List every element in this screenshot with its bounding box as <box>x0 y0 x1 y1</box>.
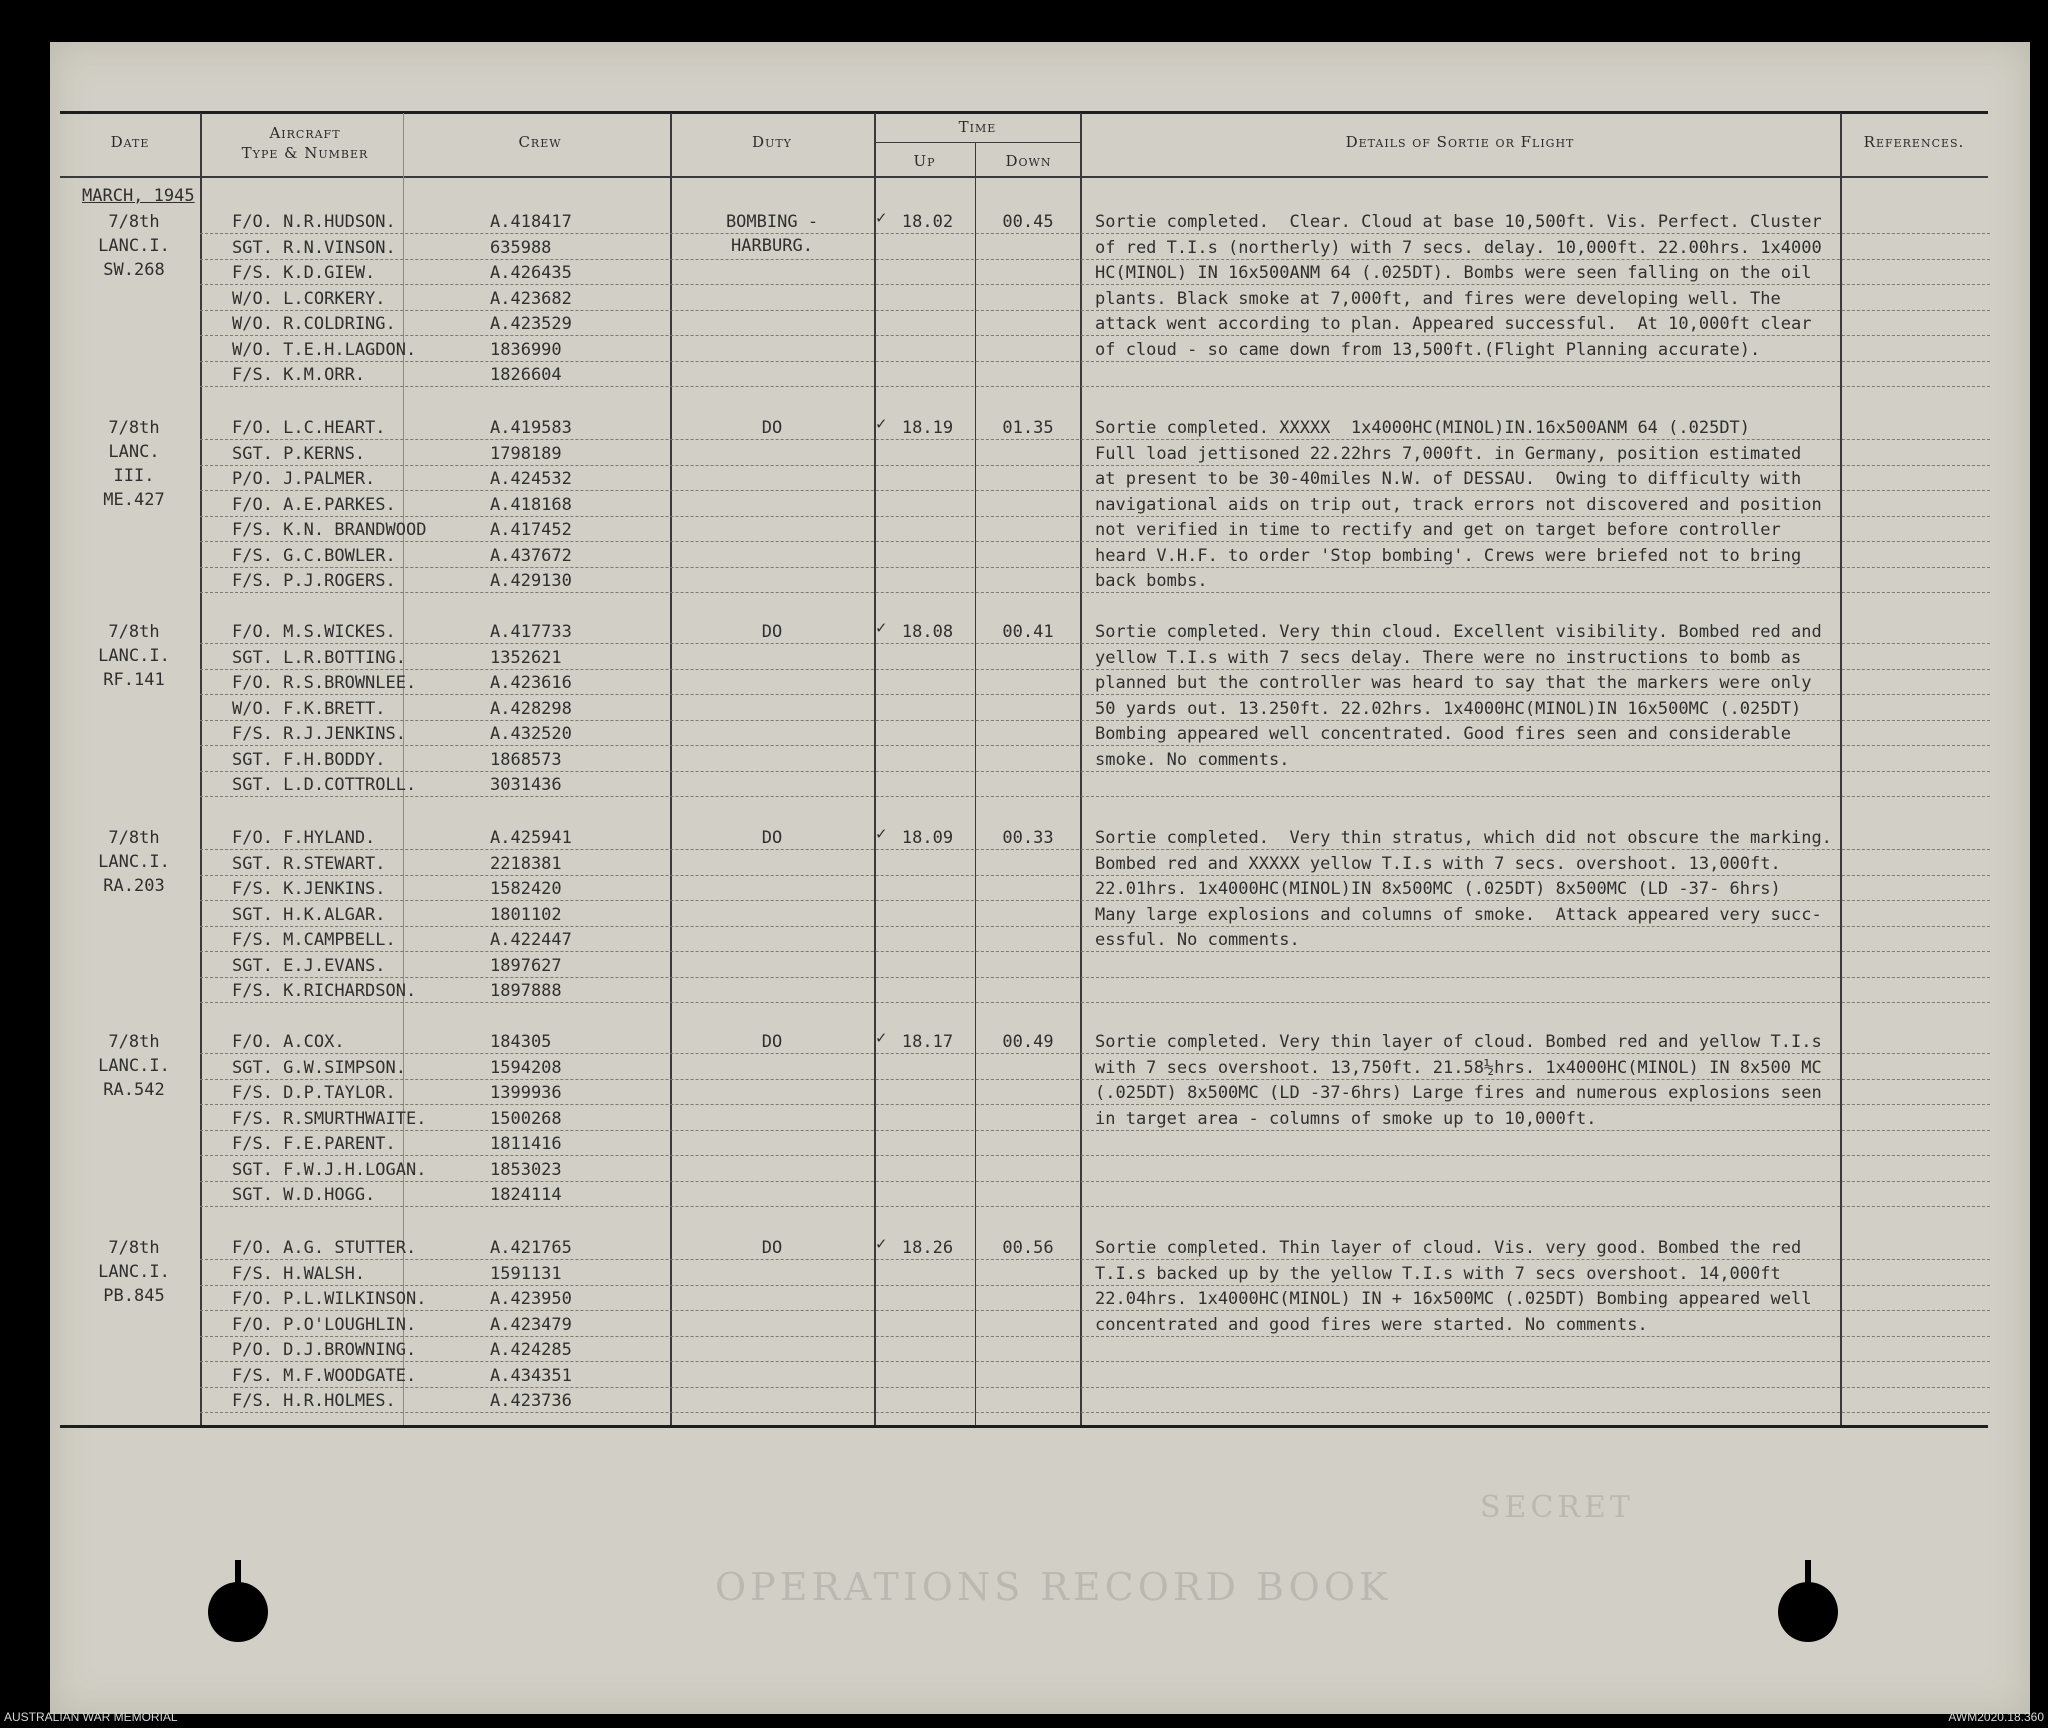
time-up: 18.09 <box>901 828 954 848</box>
ruled-line <box>200 926 1990 927</box>
crew-member-number: A.423479 <box>490 1314 572 1335</box>
ruled-line <box>200 233 1990 234</box>
crew-member-number: 184305 <box>490 1032 552 1052</box>
entry-aircraft: LANC.I. <box>98 646 170 666</box>
crew-member-number: 1853023 <box>490 1159 562 1180</box>
sortie-details-line: Sortie completed. Very thin stratus, which did not obscure the marking. <box>1095 828 1832 848</box>
crew-member-name: F/O. M.S.WICKES. <box>232 622 396 642</box>
sortie-details-line: in target area - columns of smoke up to 10,000ft. <box>1095 1108 1597 1129</box>
crew-member-name: W/O. R.COLDRING. <box>232 314 396 334</box>
time-down: 00.49 <box>1002 1032 1054 1052</box>
sortie-details-line: 22.04hrs. 1x4000HC(MINOL) IN + 16x500MC (.025DT) Bombing appeared well <box>1095 1289 1812 1309</box>
crew-member-name: SGT. H.K.ALGAR. <box>232 904 386 925</box>
entry-duty: DO <box>761 622 783 642</box>
crew-member-number: 1824114 <box>490 1185 562 1205</box>
crew-member-number: 1352621 <box>490 647 562 668</box>
crew-member-number: A.437672 <box>490 545 572 566</box>
crew-member-name: SGT. G.W.SIMPSON. <box>232 1057 406 1078</box>
header-aircraft-line1: Aircraft <box>269 124 341 142</box>
crew-member-name: SGT. E.J.EVANS. <box>232 955 386 976</box>
crew-member-name: SGT. W.D.HOGG. <box>232 1185 376 1205</box>
header-references: References. <box>1863 133 1965 151</box>
ruled-line <box>200 490 1990 491</box>
crew-member-name: F/S. K.RICHARDSON. <box>232 981 417 1001</box>
ruled-line <box>200 465 1990 466</box>
header-rule <box>60 176 1988 178</box>
entry-date: 7/8th <box>108 1032 160 1052</box>
ruled-line <box>200 1104 1990 1105</box>
header-time-up: Up <box>913 152 936 170</box>
entry-aircraft: RA.203 <box>103 876 165 896</box>
sortie-details-line: Sortie completed. XXXXX 1x4000HC(MINOL)IN.16x500ANM 64 (.025DT) <box>1095 418 1751 438</box>
ruled-line <box>200 849 1990 850</box>
sortie-details-line: planned but the controller was heard to say that the markers were only <box>1095 673 1812 693</box>
time-up: 18.26 <box>901 1238 954 1258</box>
crew-member-number: 3031436 <box>490 775 562 795</box>
sortie-details-line: 50 yards out. 13.250ft. 22.02hrs. 1x4000HC(MINOL)IN 16x500MC (.025DT) <box>1095 698 1802 719</box>
crew-member-number: A.423950 <box>490 1289 572 1309</box>
ruled-line <box>200 875 1990 876</box>
time-split-rule <box>874 142 1081 143</box>
crew-member-name: F/O. N.R.HUDSON. <box>232 212 396 232</box>
crew-member-number: 635988 <box>490 237 552 258</box>
entry-aircraft: LANC. <box>108 442 160 462</box>
crew-member-number: 1500268 <box>490 1108 562 1129</box>
footer-reference: AWM2020.18.360 <box>1948 1710 2044 1724</box>
crew-member-number: A.425941 <box>490 828 572 848</box>
time-up: 18.19 <box>901 418 954 438</box>
sortie-details-line: not verified in time to rectify and get on target before controller <box>1095 520 1781 540</box>
crew-member-name: F/S. K.M.ORR. <box>232 365 366 385</box>
sortie-details-line: attack went according to plan. Appeared successful. At 10,000ft clear <box>1095 314 1812 334</box>
ruled-line <box>200 1259 1990 1260</box>
crew-member-number: A.419583 <box>490 418 572 438</box>
time-down: 00.33 <box>1002 828 1054 848</box>
crew-member-name: F/S. K.JENKINS. <box>232 879 386 899</box>
crew-member-number: A.422447 <box>490 930 572 950</box>
sortie-details-line: Sortie completed. Clear. Cloud at base 10,500ft. Vis. Perfect. Cluster <box>1095 212 1822 232</box>
checkmark-icon: ✓ <box>876 414 887 434</box>
crew-member-number: 1868573 <box>490 749 562 770</box>
sortie-details-line: Full load jettisoned 22.22hrs 7,000ft. in Germany, position estimated <box>1095 443 1802 464</box>
time-down: 00.56 <box>1002 1238 1054 1258</box>
entry-aircraft: RF.141 <box>103 670 165 690</box>
crew-member-name: SGT. R.STEWART. <box>232 853 386 874</box>
ruled-line <box>200 284 1990 285</box>
crew-member-name: F/S. K.N. BRANDWOOD <box>232 520 427 540</box>
header-duty: Duty <box>752 133 792 151</box>
sortie-details-line: plants. Black smoke at 7,000ft, and fires were developing well. The <box>1095 288 1781 309</box>
crew-member-name: W/O. T.E.H.LAGDON. <box>232 339 417 360</box>
sortie-details-line: yellow T.I.s with 7 secs delay. There were no instructions to bomb as <box>1095 647 1802 668</box>
crew-member-number: A.423736 <box>490 1391 572 1411</box>
sortie-details-line: Sortie completed. Very thin cloud. Excellent visibility. Bombed red and <box>1095 622 1822 642</box>
ruled-line <box>200 1053 1990 1054</box>
sortie-details-line: heard V.H.F. to order 'Stop bombing'. Crews were briefed not to bring <box>1095 545 1802 566</box>
crew-member-number: 1801102 <box>490 904 562 925</box>
crew-member-number: A.434351 <box>490 1365 572 1386</box>
crew-member-number: 1897627 <box>490 955 562 976</box>
crew-member-number: 1594208 <box>490 1057 562 1078</box>
crew-member-name: F/O. A.COX. <box>232 1032 345 1052</box>
ruled-line <box>200 1285 1990 1286</box>
crew-member-name: P/O. J.PALMER. <box>232 469 376 489</box>
entry-aircraft: LANC.I. <box>98 852 170 872</box>
ruled-line <box>200 951 1990 952</box>
binder-hole-right <box>1778 1582 1838 1642</box>
crew-member-name: F/S. H.R.HOLMES. <box>232 1391 396 1411</box>
header-time-down: Down <box>1005 152 1052 170</box>
crew-member-name: P/O. D.J.BROWNING. <box>232 1340 417 1360</box>
entry-date: 7/8th <box>108 828 160 848</box>
checkmark-icon: ✓ <box>876 1234 887 1254</box>
crew-member-name: F/S. K.D.GIEW. <box>232 263 376 283</box>
sortie-details-line: Sortie completed. Very thin layer of cloud. Bombed red and yellow T.I.s <box>1095 1032 1822 1052</box>
crew-member-number: 1836990 <box>490 339 562 360</box>
ruled-line <box>200 1130 1990 1131</box>
crew-member-number: 1399936 <box>490 1083 562 1103</box>
time-up: 18.08 <box>901 622 954 642</box>
footer-source: AUSTRALIAN WAR MEMORIAL <box>4 1710 178 1724</box>
checkmark-icon: ✓ <box>876 618 887 638</box>
crew-member-name: SGT. R.N.VINSON. <box>232 237 396 258</box>
entry-aircraft: RA.542 <box>103 1080 165 1100</box>
crew-member-number: A.423616 <box>490 673 572 693</box>
crew-member-number: 2218381 <box>490 853 562 874</box>
binder-hole-left <box>208 1582 268 1642</box>
header-date: Date <box>110 133 150 151</box>
sortie-details-line: Bombed red and XXXXX yellow T.I.s with 7 secs. overshoot. 13,000ft. <box>1095 853 1781 874</box>
crew-member-name: SGT. F.H.BODDY. <box>232 749 386 770</box>
ruled-line <box>200 567 1990 568</box>
ruled-line <box>200 977 1990 978</box>
crew-member-number: 1582420 <box>490 879 562 899</box>
crew-member-number: A.423529 <box>490 314 572 334</box>
crew-member-name: F/O. P.L.WILKINSON. <box>232 1289 427 1309</box>
sortie-details-line: concentrated and good fires were started. No comments. <box>1095 1314 1648 1335</box>
crew-member-number: 1826604 <box>490 365 562 385</box>
time-up: 18.17 <box>901 1032 954 1052</box>
sortie-details-line: Sortie completed. Thin layer of cloud. Vis. very good. Bombed the red <box>1095 1238 1802 1258</box>
sortie-details-line: navigational aids on trip out, track errors not discovered and position <box>1095 494 1822 515</box>
crew-member-number: 1591131 <box>490 1263 562 1284</box>
entry-aircraft: SW.268 <box>103 260 165 280</box>
entry-aircraft: PB.845 <box>103 1286 165 1306</box>
sortie-details-line: with 7 secs overshoot. 13,750ft. 21.58½hrs. 1x4000HC(MINOL) IN 8x500 MC <box>1095 1057 1822 1078</box>
crew-member-name: W/O. F.K.BRETT. <box>232 698 386 719</box>
crew-member-number: A.424532 <box>490 469 572 489</box>
ruled-line <box>200 694 1990 695</box>
ruled-line <box>200 1002 1990 1003</box>
entry-aircraft: III. <box>113 466 155 486</box>
table-top-rule <box>60 111 1988 114</box>
entry-aircraft: LANC.I. <box>98 236 170 256</box>
crew-member-name: F/S. R.SMURTHWAITE. <box>232 1108 427 1129</box>
faded-title: OPERATIONS RECORD BOOK <box>715 1565 1392 1609</box>
crew-member-number: A.432520 <box>490 724 572 744</box>
header-time: Time <box>958 118 997 136</box>
entry-duty: DO <box>761 1238 783 1258</box>
crew-member-name: F/S. G.C.BOWLER. <box>232 545 396 566</box>
crew-member-number: 1811416 <box>490 1134 562 1154</box>
entry-duty: DO <box>761 1032 783 1052</box>
sortie-details-line: smoke. No comments. <box>1095 749 1290 770</box>
header-aircraft-line2: Type & Number <box>241 144 369 162</box>
ruled-line <box>200 1155 1990 1156</box>
sortie-details-line: essful. No comments. <box>1095 930 1300 950</box>
sortie-details-line: back bombs. <box>1095 571 1208 591</box>
entry-date: 7/8th <box>108 622 160 642</box>
crew-member-number: A.418417 <box>490 212 572 232</box>
crew-member-number: A.428298 <box>490 698 572 719</box>
ruled-line <box>200 796 1990 797</box>
ruled-line <box>200 541 1990 542</box>
crew-member-number: A.421765 <box>490 1238 572 1258</box>
crew-member-number: A.417733 <box>490 622 572 642</box>
ruled-line <box>200 516 1990 517</box>
crew-member-name: F/S. P.J.ROGERS. <box>232 571 396 591</box>
month-heading: MARCH, 1945 <box>82 186 195 206</box>
crew-member-number: A.426435 <box>490 263 572 283</box>
sortie-details-line: (.025DT) 8x500MC (LD -37-6hrs) Large fires and numerous explosions seen <box>1095 1083 1822 1103</box>
ruled-line <box>200 335 1990 336</box>
crew-member-name: F/O. A.G. STUTTER. <box>232 1238 417 1258</box>
entry-duty: BOMBING - <box>725 212 819 232</box>
sortie-details-line: of red T.I.s (northerly) with 7 secs. delay. 10,000ft. 22.00hrs. 1x4000 <box>1095 237 1822 258</box>
checkmark-icon: ✓ <box>876 208 887 228</box>
ruled-line <box>200 1310 1990 1311</box>
crew-member-name: F/S. D.P.TAYLOR. <box>232 1083 396 1103</box>
crew-member-number: A.429130 <box>490 571 572 591</box>
table-bottom-rule <box>60 1425 1988 1428</box>
entry-date: 7/8th <box>108 212 160 232</box>
time-down: 00.41 <box>1002 622 1054 642</box>
crew-member-name: F/O. R.S.BROWNLEE. <box>232 673 417 693</box>
ruled-line <box>200 1181 1990 1182</box>
ruled-line <box>200 361 1990 362</box>
crew-member-name: F/S. M.CAMPBELL. <box>232 930 396 950</box>
ruled-line <box>200 310 1990 311</box>
ruled-line <box>200 259 1990 260</box>
crew-member-name: F/O. F.HYLAND. <box>232 828 376 848</box>
crew-member-name: W/O. L.CORKERY. <box>232 288 386 309</box>
time-down: 01.35 <box>1002 418 1054 438</box>
crew-member-number: 1798189 <box>490 443 562 464</box>
sortie-details-line: HC(MINOL) IN 16x500ANM 64 (.025DT). Bombs were seen falling on the oil <box>1095 263 1812 283</box>
ruled-line <box>200 1412 1990 1413</box>
entry-duty: HARBURG. <box>731 236 813 256</box>
time-down: 00.45 <box>1002 212 1054 232</box>
checkmark-icon: ✓ <box>876 824 887 844</box>
sortie-details-line: at present to be 30-40miles N.W. of DESSAU. Owing to difficulty with <box>1095 469 1802 489</box>
ruled-line <box>200 1206 1990 1207</box>
sortie-details-line: Bombing appeared well concentrated. Good fires seen and considerable <box>1095 724 1791 744</box>
faded-stamp: SECRET <box>1480 1490 1634 1525</box>
crew-member-name: F/S. F.E.PARENT. <box>232 1134 396 1154</box>
crew-member-name: F/S. R.J.JENKINS. <box>232 724 406 744</box>
sortie-details-line: of cloud - so came down from 13,500ft.(Flight Planning accurate). <box>1095 339 1761 360</box>
sortie-details-line: 22.01hrs. 1x4000HC(MINOL)IN 8x500MC (.025DT) 8x500MC (LD -37- 6hrs) <box>1095 879 1781 899</box>
header-details: Details of Sortie or Flight <box>1345 133 1575 151</box>
ruled-line <box>200 439 1990 440</box>
crew-member-name: SGT. P.KERNS. <box>232 443 366 464</box>
ruled-line <box>200 386 1990 387</box>
ruled-line <box>200 720 1990 721</box>
ruled-line <box>200 900 1990 901</box>
checkmark-icon: ✓ <box>876 1028 887 1048</box>
ruled-line <box>200 1336 1990 1337</box>
crew-member-number: A.418168 <box>490 494 572 515</box>
ruled-line <box>200 669 1990 670</box>
sortie-details-line: Many large explosions and columns of smoke. Attack appeared very succ- <box>1095 904 1822 925</box>
crew-member-number: A.424285 <box>490 1340 572 1360</box>
crew-member-name: F/S. H.WALSH. <box>232 1263 366 1284</box>
crew-member-name: SGT. L.D.COTTROLL. <box>232 775 417 795</box>
ruled-line <box>200 592 1990 593</box>
time-up: 18.02 <box>901 212 954 232</box>
crew-member-name: SGT. F.W.J.H.LOGAN. <box>232 1159 427 1180</box>
ruled-line <box>200 771 1990 772</box>
entry-duty: DO <box>761 418 783 438</box>
ruled-line <box>200 643 1990 644</box>
crew-member-name: F/O. A.E.PARKES. <box>232 494 396 515</box>
header-crew: Crew <box>518 133 562 151</box>
entry-date: 7/8th <box>108 1238 160 1258</box>
sortie-details-line: T.I.s backed up by the yellow T.I.s with 7 secs overshoot. 14,000ft <box>1095 1263 1781 1284</box>
ruled-line <box>200 1079 1990 1080</box>
crew-member-number: 1897888 <box>490 981 562 1001</box>
entry-aircraft: ME.427 <box>103 490 165 510</box>
ruled-line <box>200 745 1990 746</box>
crew-member-name: F/S. M.F.WOODGATE. <box>232 1365 417 1386</box>
entry-aircraft: LANC.I. <box>98 1056 170 1076</box>
crew-member-number: A.417452 <box>490 520 572 540</box>
ruled-line <box>200 1387 1990 1388</box>
crew-member-number: A.423682 <box>490 288 572 309</box>
crew-member-name: F/O. L.C.HEART. <box>232 418 386 438</box>
crew-member-name: F/O. P.O'LOUGHLIN. <box>232 1314 417 1335</box>
entry-aircraft: LANC.I. <box>98 1262 170 1282</box>
crew-member-name: SGT. L.R.BOTTING. <box>232 647 406 668</box>
entry-duty: DO <box>761 828 783 848</box>
ruled-line <box>200 1361 1990 1362</box>
entry-date: 7/8th <box>108 418 160 438</box>
